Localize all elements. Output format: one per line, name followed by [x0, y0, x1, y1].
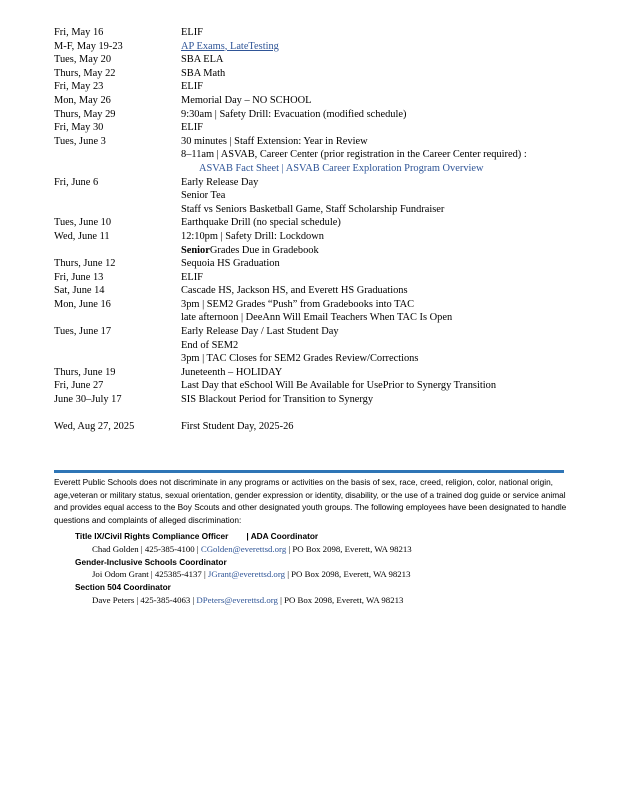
title-ix-heading	[54, 530, 569, 543]
schedule-date	[54, 148, 181, 162]
schedule-row	[54, 135, 574, 149]
schedule-event: Earthquake Drill (no special schedule)	[181, 217, 341, 229]
divider-rule	[54, 470, 564, 473]
schedule-row	[54, 230, 574, 244]
schedule-event: 8–11am | ASVAB, Career Center (prior registration in the Career Center required) :	[181, 149, 527, 161]
schedule-date: Tues, June 17	[54, 326, 112, 338]
schedule-row	[54, 40, 574, 54]
schedule-event: Last Day that eSchool Will Be Available for UsePrior to Synergy Transition	[181, 380, 497, 392]
schedule-row	[54, 53, 574, 67]
gender-inclusive-heading: Gender-Inclusive Schools Coordinator	[75, 556, 227, 567]
schedule-row	[54, 203, 574, 217]
schedule-event: ELIF	[181, 271, 203, 283]
schedule-row	[54, 339, 574, 353]
event-bold-prefix: Senior	[181, 244, 210, 256]
schedule-event[interactable]	[181, 40, 574, 54]
contact-text: Dave Peters | 425-385-4063 |	[92, 594, 197, 605]
schedule-row	[54, 80, 574, 94]
schedule-date: M-F, May 19-23	[54, 40, 123, 52]
schedule-row	[54, 298, 574, 312]
schedule-date: Fri, June 27	[54, 380, 104, 392]
contact-text: Joi Odom Grant | 425385-4137 |	[92, 569, 208, 579]
schedule-row	[54, 216, 574, 230]
policy-text: Everett Public Schools does not discriminate in any programs or activities on the basis of sex, race, creed, religion, color, national origin, age,veteran or military status, sexual orientation, gender expression or identity, disability, or the use of a trained dog guide or service animal and provides equal access to the Boy Scouts and other designated youth groups. The following employees have been designated to handle questions and complaints of alleged discrimination:	[54, 477, 567, 525]
schedule-event: SBA ELA	[181, 54, 224, 66]
schedule-event: Staff vs Seniors Basketball Game, Staff Scholarship Fundraiser	[181, 203, 445, 215]
schedule-event: ELIF	[181, 27, 203, 38]
schedule-date: Sat, June 14	[54, 285, 105, 297]
schedule-row	[54, 325, 574, 339]
schedule-date: Tues, May 20	[54, 54, 112, 66]
schedule-row	[54, 162, 574, 176]
schedule-row	[54, 311, 574, 325]
schedule-row	[54, 257, 574, 271]
email-link[interactable]: CGolden@everettsd.org	[200, 543, 287, 554]
schedule-date	[54, 162, 181, 176]
email-link[interactable]: JGrant@everettsd.org	[207, 569, 285, 579]
schedule-row	[54, 176, 574, 190]
schedule-date: Wed, June 11	[54, 230, 110, 242]
schedule-date: Fri, June 13	[54, 271, 104, 283]
schedule-date: Thurs, June 19	[54, 366, 116, 378]
schedule-row	[54, 352, 574, 366]
title-ix-label: Title IX/Civil Rights Compliance Officer	[75, 531, 229, 541]
schedule-date	[54, 189, 181, 203]
ada-label: | ADA Coordinator	[246, 531, 319, 541]
schedule-date: Tues, June 3	[54, 135, 106, 147]
contact-joi-odom-grant	[54, 568, 569, 581]
schedule-row	[54, 121, 574, 135]
schedule-date: Fri, May 16	[54, 27, 104, 38]
schedule-event: ELIF	[181, 81, 203, 93]
schedule-row	[54, 67, 574, 81]
schedule-event: End of SEM2	[181, 339, 239, 351]
schedule-event: late afternoon | DeeAnn Will Email Teachers When TAC Is Open	[181, 312, 453, 324]
nondiscrimination-notice	[54, 476, 569, 607]
contact-address: | PO Box 2098, Everett, WA 98213	[286, 543, 412, 554]
schedule-date	[54, 203, 181, 217]
schedule-event: First Student Day, 2025-26	[181, 420, 294, 432]
schedule-date: June 30–July 17	[54, 394, 122, 406]
ap-exams-link[interactable]: AP Exams, LateTesting	[181, 40, 279, 52]
schedule-row	[54, 366, 574, 380]
spacer	[54, 407, 574, 420]
schedule-date: Fri, June 6	[54, 176, 99, 188]
schedule-event	[181, 244, 574, 258]
contact-address: | PO Box 2098, Everett, WA 98213	[285, 569, 411, 579]
schedule-event: Memorial Day – NO SCHOOL	[181, 94, 312, 106]
schedule-row	[54, 148, 574, 162]
schedule-row	[54, 271, 574, 285]
schedule-event: 12:10pm | Safety Drill: Lockdown	[181, 230, 324, 242]
schedule-row	[54, 420, 574, 434]
schedule-date: Fri, May 23	[54, 81, 104, 93]
schedule-row	[54, 379, 574, 393]
schedule-date: Thurs, May 29	[54, 108, 116, 120]
schedule-row	[54, 26, 574, 40]
schedule-event: Juneteenth – HOLIDAY	[181, 366, 283, 378]
schedule-event: SIS Blackout Period for Transition to Synergy	[181, 394, 374, 406]
schedule-date: Thurs, May 22	[54, 67, 116, 79]
contact-address: | PO Box 2098, Everett, WA 98213	[277, 594, 404, 605]
schedule-row	[54, 94, 574, 108]
schedule-event: 3pm | SEM2 Grades “Push” from Gradebooks into TAC	[181, 298, 415, 310]
schedule-event: 30 minutes | Staff Extension: Year in Review	[181, 135, 368, 147]
schedule-event: SBA Math	[181, 67, 226, 79]
schedule-date: Tues, June 10	[54, 217, 112, 229]
schedule-date: Mon, June 16	[54, 298, 111, 310]
schedule-event: 9:30am | Safety Drill: Evacuation (modified schedule)	[181, 108, 407, 120]
schedule-row	[54, 108, 574, 122]
schedule-event: Cascade HS, Jackson HS, and Everett HS Graduations	[181, 285, 408, 297]
schedule-row	[54, 284, 574, 298]
section-504-heading: Section 504 Coordinator	[75, 582, 171, 592]
asvab-links[interactable]: ASVAB Fact Sheet | ASVAB Career Exploration Program Overview	[199, 162, 484, 174]
schedule-date	[54, 244, 181, 258]
schedule-date	[54, 352, 181, 366]
schedule-date: Wed, Aug 27, 2025	[54, 420, 135, 432]
schedule-date: Fri, May 30	[54, 122, 104, 134]
email-link[interactable]: DPeters@everettsd.org	[196, 594, 278, 605]
schedule-event: 3pm | TAC Closes for SEM2 Grades Review/Corrections	[181, 353, 419, 365]
schedule-row	[54, 189, 574, 203]
schedule-event: Early Release Day	[181, 176, 259, 188]
schedule-table	[54, 26, 574, 433]
schedule-event: Senior Tea	[181, 190, 226, 202]
schedule-row	[54, 393, 574, 407]
contact-chad-golden	[54, 543, 569, 556]
schedule-date	[54, 311, 181, 325]
schedule-event: Early Release Day / Last Student Day	[181, 326, 339, 338]
schedule-date: Mon, May 26	[54, 94, 111, 106]
schedule-row	[54, 244, 574, 258]
contact-dave-peters	[54, 594, 569, 607]
contact-text: Chad Golden | 425-385-4100 |	[92, 543, 201, 554]
schedule-event: Sequoia HS Graduation	[181, 258, 280, 270]
schedule-event: ELIF	[181, 122, 203, 134]
schedule-date	[54, 339, 181, 353]
event-text: Grades Due in Gradebook	[209, 244, 319, 256]
schedule-date: Thurs, June 12	[54, 258, 116, 270]
